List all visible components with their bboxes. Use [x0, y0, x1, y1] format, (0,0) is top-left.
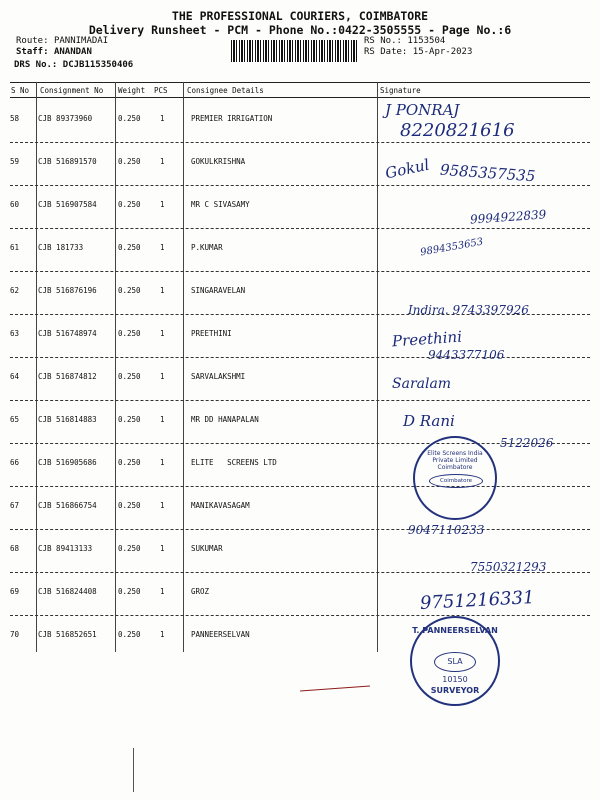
- barcode: [231, 40, 359, 62]
- signature: D Rani: [403, 412, 455, 430]
- cell-consignee: GROZ: [191, 587, 210, 596]
- table-row: [10, 444, 590, 487]
- seal-name-text: T. PANNEERSELVAN: [412, 626, 498, 635]
- cell-sno: 66: [10, 458, 20, 467]
- table-row: [10, 616, 590, 659]
- cell-consignment: CJB 516891570: [38, 157, 97, 166]
- cell-sno: 68: [10, 544, 20, 553]
- cell-weight: 0.250: [118, 157, 141, 166]
- cell-pcs: 1: [160, 114, 165, 123]
- signature: Preethini: [391, 327, 463, 351]
- cell-sno: 61: [10, 243, 20, 252]
- ink-mark: [133, 748, 134, 792]
- table-row: [10, 358, 590, 401]
- signature: 9443377106: [428, 348, 505, 362]
- staff-value: ANANDAN: [53, 47, 92, 57]
- cell-weight: 0.250: [118, 286, 141, 295]
- cell-consignment: CJB 516866754: [38, 501, 97, 510]
- cell-consignee: ELITE SCREENS LTD: [191, 458, 277, 467]
- drs-line: [14, 60, 133, 70]
- route-label: Route:: [16, 36, 49, 46]
- table-top-rule: [10, 82, 590, 83]
- cell-weight: 0.250: [118, 329, 141, 338]
- signature: 9751216331: [419, 587, 536, 614]
- cell-sno: 63: [10, 329, 20, 338]
- stamp-company-text: Elite Screens India Private Limited Coimbatore: [427, 450, 483, 471]
- cell-weight: 0.250: [118, 415, 141, 424]
- cell-consignment: CJB 516905686: [38, 458, 97, 467]
- col-signature: Signature: [380, 86, 421, 95]
- cell-sno: 65: [10, 415, 20, 424]
- cell-consignee: GOKULKRISHNA: [191, 157, 246, 166]
- cell-weight: 0.250: [118, 458, 141, 467]
- table-row: [10, 229, 590, 272]
- cell-pcs: 1: [160, 200, 165, 209]
- cell-pcs: 1: [160, 286, 165, 295]
- cell-sno: 58: [10, 114, 20, 123]
- signature: 5122026: [500, 436, 554, 450]
- cell-consignee: PREMIER IRRIGATION: [191, 114, 273, 123]
- stamp-city-text: Coimbatore: [429, 474, 483, 488]
- cell-sno: 62: [10, 286, 20, 295]
- signature: Gokul: [383, 155, 431, 183]
- signature: J PONRAJ: [385, 101, 460, 119]
- cell-pcs: 1: [160, 329, 165, 338]
- cell-consignee: PREETHINI: [191, 329, 232, 338]
- cell-consignee: P.KUMAR: [191, 243, 223, 252]
- surveyor-seal: [410, 616, 500, 706]
- rs-no-value: 1153504: [407, 36, 446, 46]
- table-row: [10, 487, 590, 530]
- cell-weight: 0.250: [118, 372, 141, 381]
- cell-consignee: SINGARAVELAN: [191, 286, 246, 295]
- company-title: THE PROFESSIONAL COURIERS, COIMBATORE: [171, 9, 429, 23]
- seal-role-text: SURVEYOR: [430, 686, 480, 695]
- cell-weight: 0.250: [118, 630, 141, 639]
- col-weight: Weight: [118, 86, 146, 95]
- cell-pcs: 1: [160, 544, 165, 553]
- cell-consignment: CJB 516852651: [38, 630, 97, 639]
- signature: 7550321293: [470, 560, 547, 574]
- cell-pcs: 1: [160, 415, 165, 424]
- company-stamp: [413, 436, 497, 520]
- cell-consignment: CJB 89373960: [38, 114, 93, 123]
- cell-pcs: 1: [160, 501, 165, 510]
- cell-pcs: 1: [160, 458, 165, 467]
- cell-weight: 0.250: [118, 587, 141, 596]
- signature: 9585357535: [439, 160, 536, 186]
- table-header-rule: [10, 97, 590, 98]
- cell-sno: 59: [10, 157, 20, 166]
- route-value: PANNIMADAI: [53, 36, 109, 46]
- cell-weight: 0.250: [118, 544, 141, 553]
- route-line: [16, 36, 108, 46]
- cell-weight: 0.250: [118, 243, 141, 252]
- ink-mark: [300, 686, 370, 692]
- signature: Saralam: [392, 376, 452, 392]
- col-pcs: PCS: [154, 86, 168, 95]
- cell-consignment: CJB 516824408: [38, 587, 97, 596]
- rs-date-line: [364, 47, 472, 57]
- cell-weight: 0.250: [118, 501, 141, 510]
- cell-consignee: SARVALAKSHMI: [191, 372, 246, 381]
- cell-consignment: CJB 516876196: [38, 286, 97, 295]
- rs-no-label: RS No.:: [364, 36, 402, 46]
- cell-sno: 70: [10, 630, 20, 639]
- cell-pcs: 1: [160, 157, 165, 166]
- cell-sno: 67: [10, 501, 20, 510]
- drs-label: DRS No.:: [14, 60, 58, 70]
- col-consignee: Consignee Details: [187, 86, 264, 95]
- runsheet-subtitle: Delivery Runsheet - PCM - Phone No.:0422-3505555 - Page No.:6: [88, 23, 512, 37]
- cell-pcs: 1: [160, 243, 165, 252]
- signature: 9047110233: [408, 523, 485, 537]
- cell-weight: 0.250: [118, 114, 141, 123]
- cell-consignment: CJB 516814883: [38, 415, 97, 424]
- rs-date-value: 15-Apr-2023: [412, 47, 473, 57]
- cell-consignee: MANIKAVASAGAM: [191, 501, 250, 510]
- cell-pcs: 1: [160, 372, 165, 381]
- cell-pcs: 1: [160, 587, 165, 596]
- col-consignment: Consignment No: [40, 86, 104, 95]
- cell-consignment: CJB 89413133: [38, 544, 93, 553]
- staff-line: [16, 47, 92, 57]
- cell-consignee: SUKUMAR: [191, 544, 223, 553]
- cell-consignment: CJB 516748974: [38, 329, 97, 338]
- cell-consignee: MR DD HANAPALAN: [191, 415, 259, 424]
- signature: 8220821616: [400, 120, 515, 141]
- cell-consignment: CJB 516907584: [38, 200, 97, 209]
- signature: 9994922839: [469, 207, 547, 227]
- signature: 9894353653: [419, 236, 485, 259]
- signature: Indira. 9743397926: [408, 303, 529, 317]
- cell-consignment: CJB 181733: [38, 243, 84, 252]
- staff-label: Staff:: [16, 47, 49, 57]
- rs-no-line: [364, 36, 445, 46]
- cell-consignment: CJB 516874812: [38, 372, 97, 381]
- seal-license-text: SLA 10150: [434, 652, 476, 672]
- cell-consignee: MR C SIVASAMY: [191, 200, 250, 209]
- cell-weight: 0.250: [118, 200, 141, 209]
- cell-sno: 60: [10, 200, 20, 209]
- rs-date-label: RS Date:: [364, 47, 408, 57]
- cell-consignee: PANNEERSELVAN: [191, 630, 250, 639]
- cell-sno: 64: [10, 372, 20, 381]
- col-sno: S No: [11, 86, 30, 95]
- cell-pcs: 1: [160, 630, 165, 639]
- drs-value: DCJB115350406: [62, 60, 134, 70]
- cell-sno: 69: [10, 587, 20, 596]
